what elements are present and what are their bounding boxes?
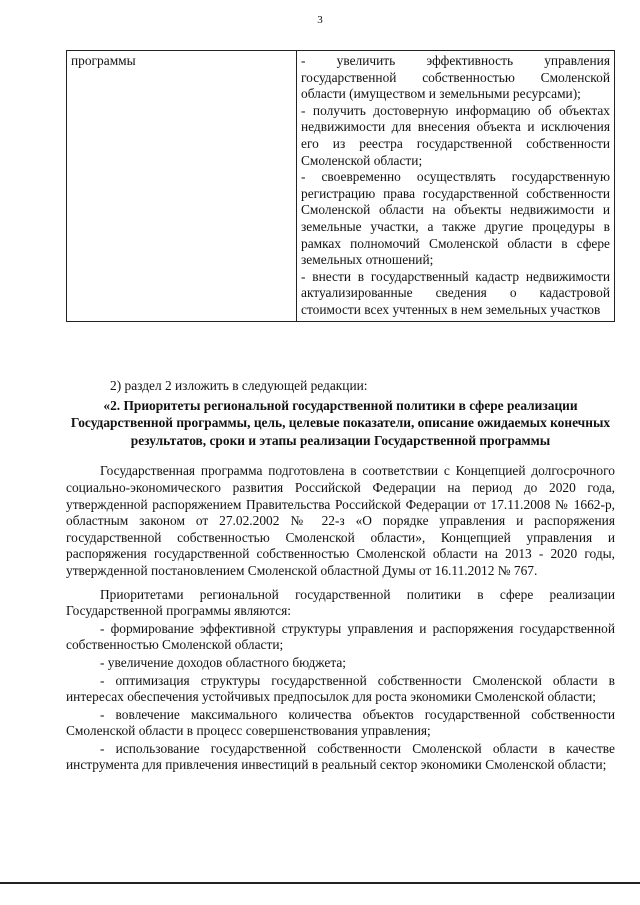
priority-item: - оптимизация структуры государственной собственности Смоленской области в интересах обеспечения устойчивых предпосылок для роста экономики Смоленской области; — [66, 672, 615, 705]
priority-item: - увеличение доходов областного бюджета; — [100, 654, 346, 670]
document-body — [66, 378, 615, 775]
table-row — [67, 51, 615, 322]
priorities-lead-paragraph: Приоритетами региональной государственной политики в сфере реализации Государственной программы являются: — [66, 586, 615, 619]
intro-paragraph: Государственная программа подготовлена в соответствии с Концепцией долгосрочного социально-экономического развития Российской Федерации на период до 2020 года, утвержденной распоряжением Правительства Российской Федерации от 17.11.2008 № 1662-р, областным законом от 27.02.2002 № 22-з «О порядке управления и распоряжения государственной собственностью Смоленской области», Концепцией управления и распоряжения государственной собственностью Смоленской области на 2013 - 2020 годы, утвержденной постановлением Смоленской областной Думы от 16.11.2012 № 767. — [66, 463, 615, 578]
table-goals-cell — [297, 51, 615, 322]
goal-item: - получить достоверную информацию об объектах недвижимости для внесения объекта и исключения его из реестра государственной собственности Смоленской области; — [301, 102, 610, 168]
priority-item: - вовлечение максимального количества объектов государственной собственности Смоленской области в процесс совершенствования управления; — [66, 706, 615, 739]
page-number: 3 — [317, 14, 323, 26]
table-label-cell: программы — [67, 51, 297, 322]
amendment-item: 2) раздел 2 изложить в следующей редакции: — [110, 378, 368, 393]
priority-item: - формирование эффективной структуры управления и распоряжения государственной собственностью Смоленской области; — [66, 620, 615, 653]
section-heading: «2. Приоритеты региональной государственной политики в сфере реализации Государственной программы, цель, целевые показатели, описание ожидаемых конечных результатов, сроки и этапы реализации Государственной программы — [70, 397, 611, 448]
goal-item: - внести в государственный кадастр недвижимости актуализированные сведения о кадастровой стоимости всех учтенных в нем земельных участков — [301, 268, 610, 317]
program-goals-table — [66, 50, 615, 322]
goal-item: - увеличить эффективность управления государственной собственностью Смоленской области (имуществом и земельными ресурсами); — [301, 53, 610, 102]
priority-item: - использование государственной собственности Смоленской области в качестве инструмента для привлечения инвестиций в реальный сектор экономики Смоленской области; — [66, 740, 615, 773]
page-bottom-rule — [0, 882, 640, 884]
goal-item: - своевременно осуществлять государственную регистрацию права государственной собственности Смоленской области на объекты недвижимости и земельные участки, а также другие процедуры в рамках полномочий Смоленской области в сфере земельных отношений; — [301, 169, 610, 268]
